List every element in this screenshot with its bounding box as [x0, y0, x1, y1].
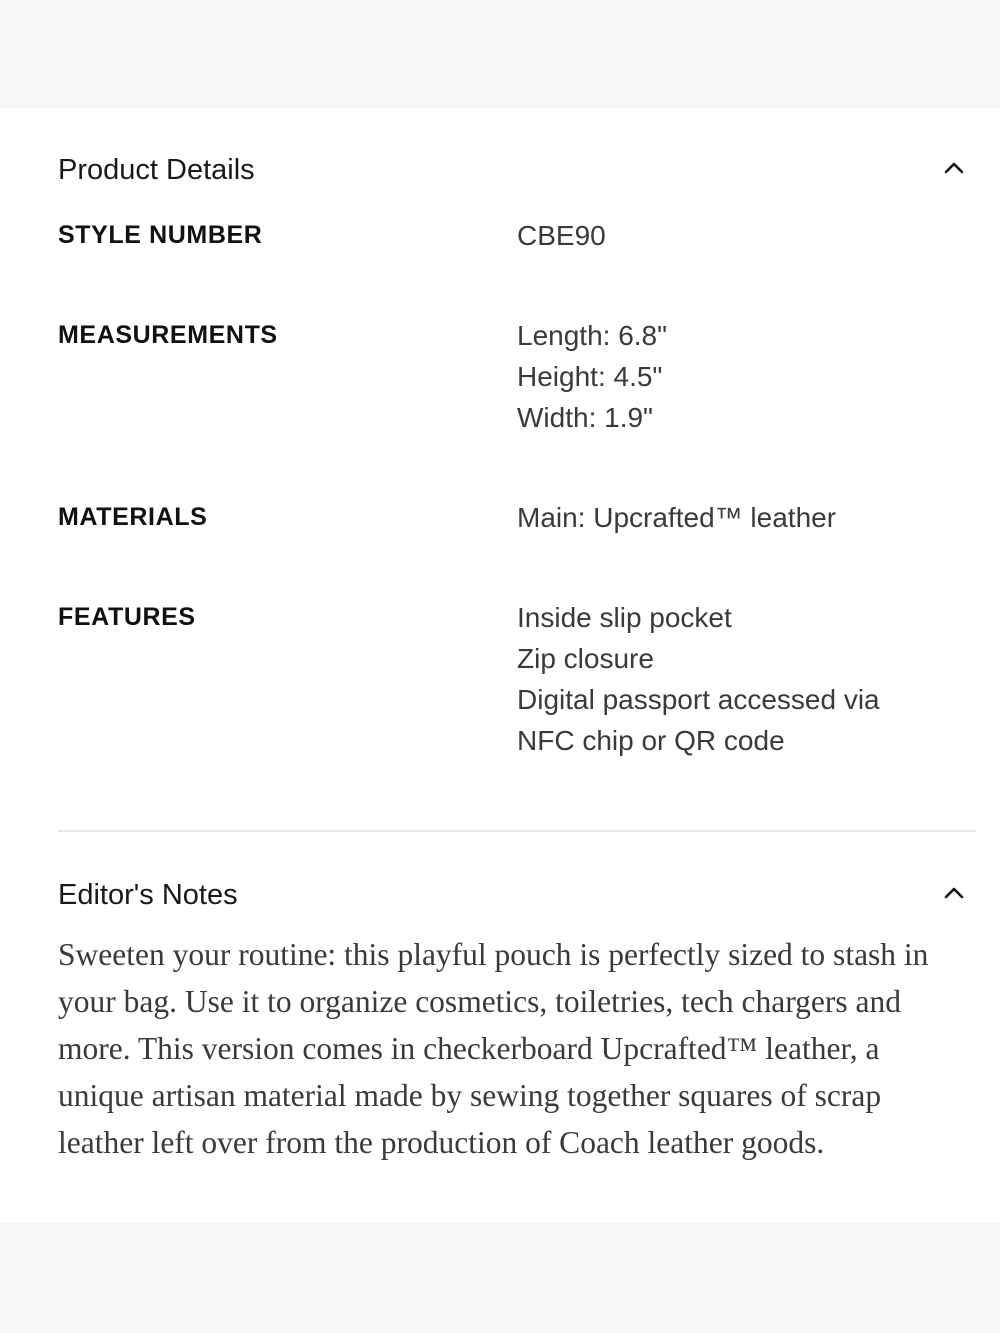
materials-value	[517, 497, 957, 538]
chevron-up-icon[interactable]	[942, 156, 966, 180]
feature-item: Zip closure	[517, 643, 654, 674]
product-details-header[interactable]	[58, 150, 978, 190]
measurement-height: Height: 4.5"	[517, 361, 663, 392]
feature-item: Inside slip pocket	[517, 602, 732, 633]
style-number-value	[517, 215, 957, 256]
editors-notes-header[interactable]	[58, 875, 978, 915]
product-details-title: Product Details	[58, 154, 255, 186]
style-number-label: STYLE NUMBER	[58, 221, 263, 249]
editors-notes-body: Sweeten your routine: this playful pouch is perfectly sized to stash in your bag. Use it to organize cosmetics, toiletries, tech chargers and more. This version comes in checkerboard Upcrafted™ leather, a unique artisan material made by sewing together squares of scrap leather left over from the production of Coach leather goods.	[58, 937, 929, 1160]
feature-item: NFC chip or QR code	[517, 725, 785, 756]
measurements-value	[517, 315, 957, 438]
section-divider	[58, 830, 976, 832]
materials-line: Main: Upcrafted™ leather	[517, 502, 837, 533]
feature-item: Digital passport accessed via	[517, 684, 880, 715]
bottom-scroll-area	[0, 1223, 1000, 1333]
measurements-label: MEASUREMENTS	[58, 321, 278, 349]
measurement-width: Width: 1.9"	[517, 402, 653, 433]
features-value	[517, 597, 957, 761]
editors-notes-title: Editor's Notes	[58, 879, 238, 911]
materials-label: MATERIALS	[58, 503, 208, 531]
style-number-line: CBE90	[517, 220, 606, 251]
features-label: FEATURES	[58, 603, 196, 631]
measurement-length: Length: 6.8"	[517, 320, 668, 351]
top-scroll-area	[0, 0, 1000, 108]
chevron-up-icon[interactable]	[942, 881, 966, 905]
